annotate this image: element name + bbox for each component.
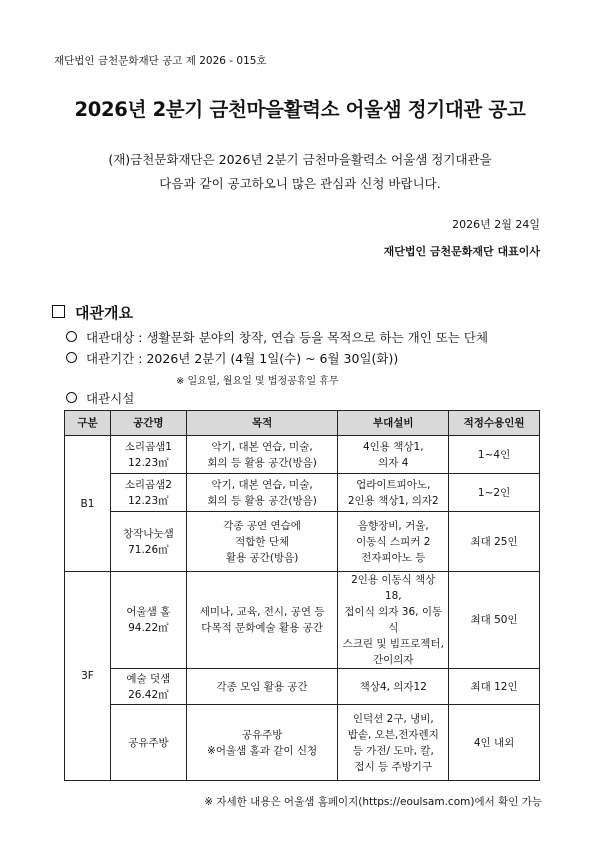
capacity-cell: 최대 25인 xyxy=(449,512,540,572)
table-row xyxy=(65,705,540,781)
issuer: 재단법인 금천문화재단 대표이사 xyxy=(383,245,540,258)
space-name-cell: 예술 덧샘 26.42㎡ xyxy=(110,669,186,705)
circle-bullet-icon xyxy=(66,352,77,363)
equipment-cell: 인덕션 2구, 냉비, 밥솥, 오븐,전자렌지 등 가전/ 도마, 칼, 접시 등 주방기구 xyxy=(338,705,449,781)
table-row xyxy=(65,436,540,474)
purpose-cell: 악기, 대본 연습, 미술, 회의 등 활용 공간(방음) xyxy=(186,436,338,474)
purpose-cell: 악기, 대본 연습, 미술, 회의 등 활용 공간(방음) xyxy=(186,474,338,512)
equipment-cell: 4인용 책상1, 의자 4 xyxy=(338,436,449,474)
space-name-cell: 소리곱샘2 12.23㎡ xyxy=(110,474,186,512)
header-cell: 공간명 xyxy=(110,411,186,436)
space-name-cell: 공유주방 xyxy=(110,705,186,781)
footnote: ※ 자세한 내용은 어울샘 홈페이지(https://eoulsam.com)에서 확인 가능 xyxy=(204,796,542,808)
intro-line-2: 다음과 같이 공고하오니 많은 관심과 신청 바랍니다. xyxy=(159,176,441,191)
header-cell: 부대설비 xyxy=(338,411,449,436)
capacity-cell: 최대 12인 xyxy=(449,669,540,705)
space-name-cell: 창작나눗샘 71.26㎡ xyxy=(110,512,186,572)
period-text: 대관기간 : 2026년 2분기 (4월 1일(수) ~ 6월 30일(화)) xyxy=(86,351,399,366)
table-row xyxy=(65,669,540,705)
table-header-row xyxy=(65,411,540,436)
equipment-cell: 업라이트피아노, 2인용 책상1, 의자2 xyxy=(338,474,449,512)
target-item xyxy=(66,328,488,346)
table-row xyxy=(65,572,540,669)
header-cell: 구분 xyxy=(65,411,111,436)
purpose-cell: 세미나, 교육, 전시, 공연 등 다목적 문화예술 활용 공간 xyxy=(186,572,338,669)
purpose-cell: 각종 공연 연습에 적합한 단체 활용 공간(방음) xyxy=(186,512,338,572)
circle-bullet-icon xyxy=(66,392,77,403)
section-heading xyxy=(52,302,133,323)
facilities-table xyxy=(64,410,540,781)
table-row xyxy=(65,512,540,572)
purpose-cell: 공유주방 ※어울샘 홀과 같이 신청 xyxy=(186,705,338,781)
page-title: 2026년 2분기 금천마을활력소 어울샘 정기대관 공고 xyxy=(74,98,526,121)
equipment-cell: 음향장비, 거울, 이동식 스피커 2 전자피아노 등 xyxy=(338,512,449,572)
period-item xyxy=(66,349,398,367)
circle-bullet-icon xyxy=(66,331,77,342)
capacity-cell: 최대 50인 xyxy=(449,572,540,669)
header-cell: 적정수용인원 xyxy=(449,411,540,436)
equipment-cell: 2인용 이동식 책상 18, 접이식 의자 36, 이동식 스크린 및 빔프로젝터, 간이의자 xyxy=(338,572,449,669)
capacity-cell: 4인 내외 xyxy=(449,705,540,781)
space-name-cell: 어울샘 홀 94.22㎡ xyxy=(110,572,186,669)
section-title: 대관개요 xyxy=(75,304,133,322)
equipment-cell: 책상4, 의자12 xyxy=(338,669,449,705)
target-text: 대관대상 : 생활문화 분야의 창작, 연습 등을 목적으로 하는 개인 또는 단체 xyxy=(86,330,489,345)
capacity-cell: 1~4인 xyxy=(449,436,540,474)
facilities-item xyxy=(66,389,134,407)
space-name-cell: 소리곱샘1 12.23㎡ xyxy=(110,436,186,474)
facilities-label: 대관시설 xyxy=(86,391,135,406)
floor-cell: B1 xyxy=(65,436,111,572)
floor-cell: 3F xyxy=(65,572,111,781)
header-cell: 목적 xyxy=(186,411,338,436)
square-bullet-icon xyxy=(52,305,65,318)
intro-text xyxy=(0,148,600,196)
intro-line-1: (재)금천문화재단은 2026년 2분기 금천마을활력소 어울샘 정기대관을 xyxy=(108,152,492,167)
capacity-cell: 1~2인 xyxy=(449,474,540,512)
table-row xyxy=(65,474,540,512)
period-note: ※ 일요일, 월요일 및 법정공휴일 휴무 xyxy=(176,376,339,387)
notice-date: 2026년 2월 24일 xyxy=(452,218,540,231)
purpose-cell: 각종 모임 활용 공간 xyxy=(186,669,338,705)
notice-number: 재단법인 금천문화재단 공고 제 2026 - 015호 xyxy=(54,55,267,67)
